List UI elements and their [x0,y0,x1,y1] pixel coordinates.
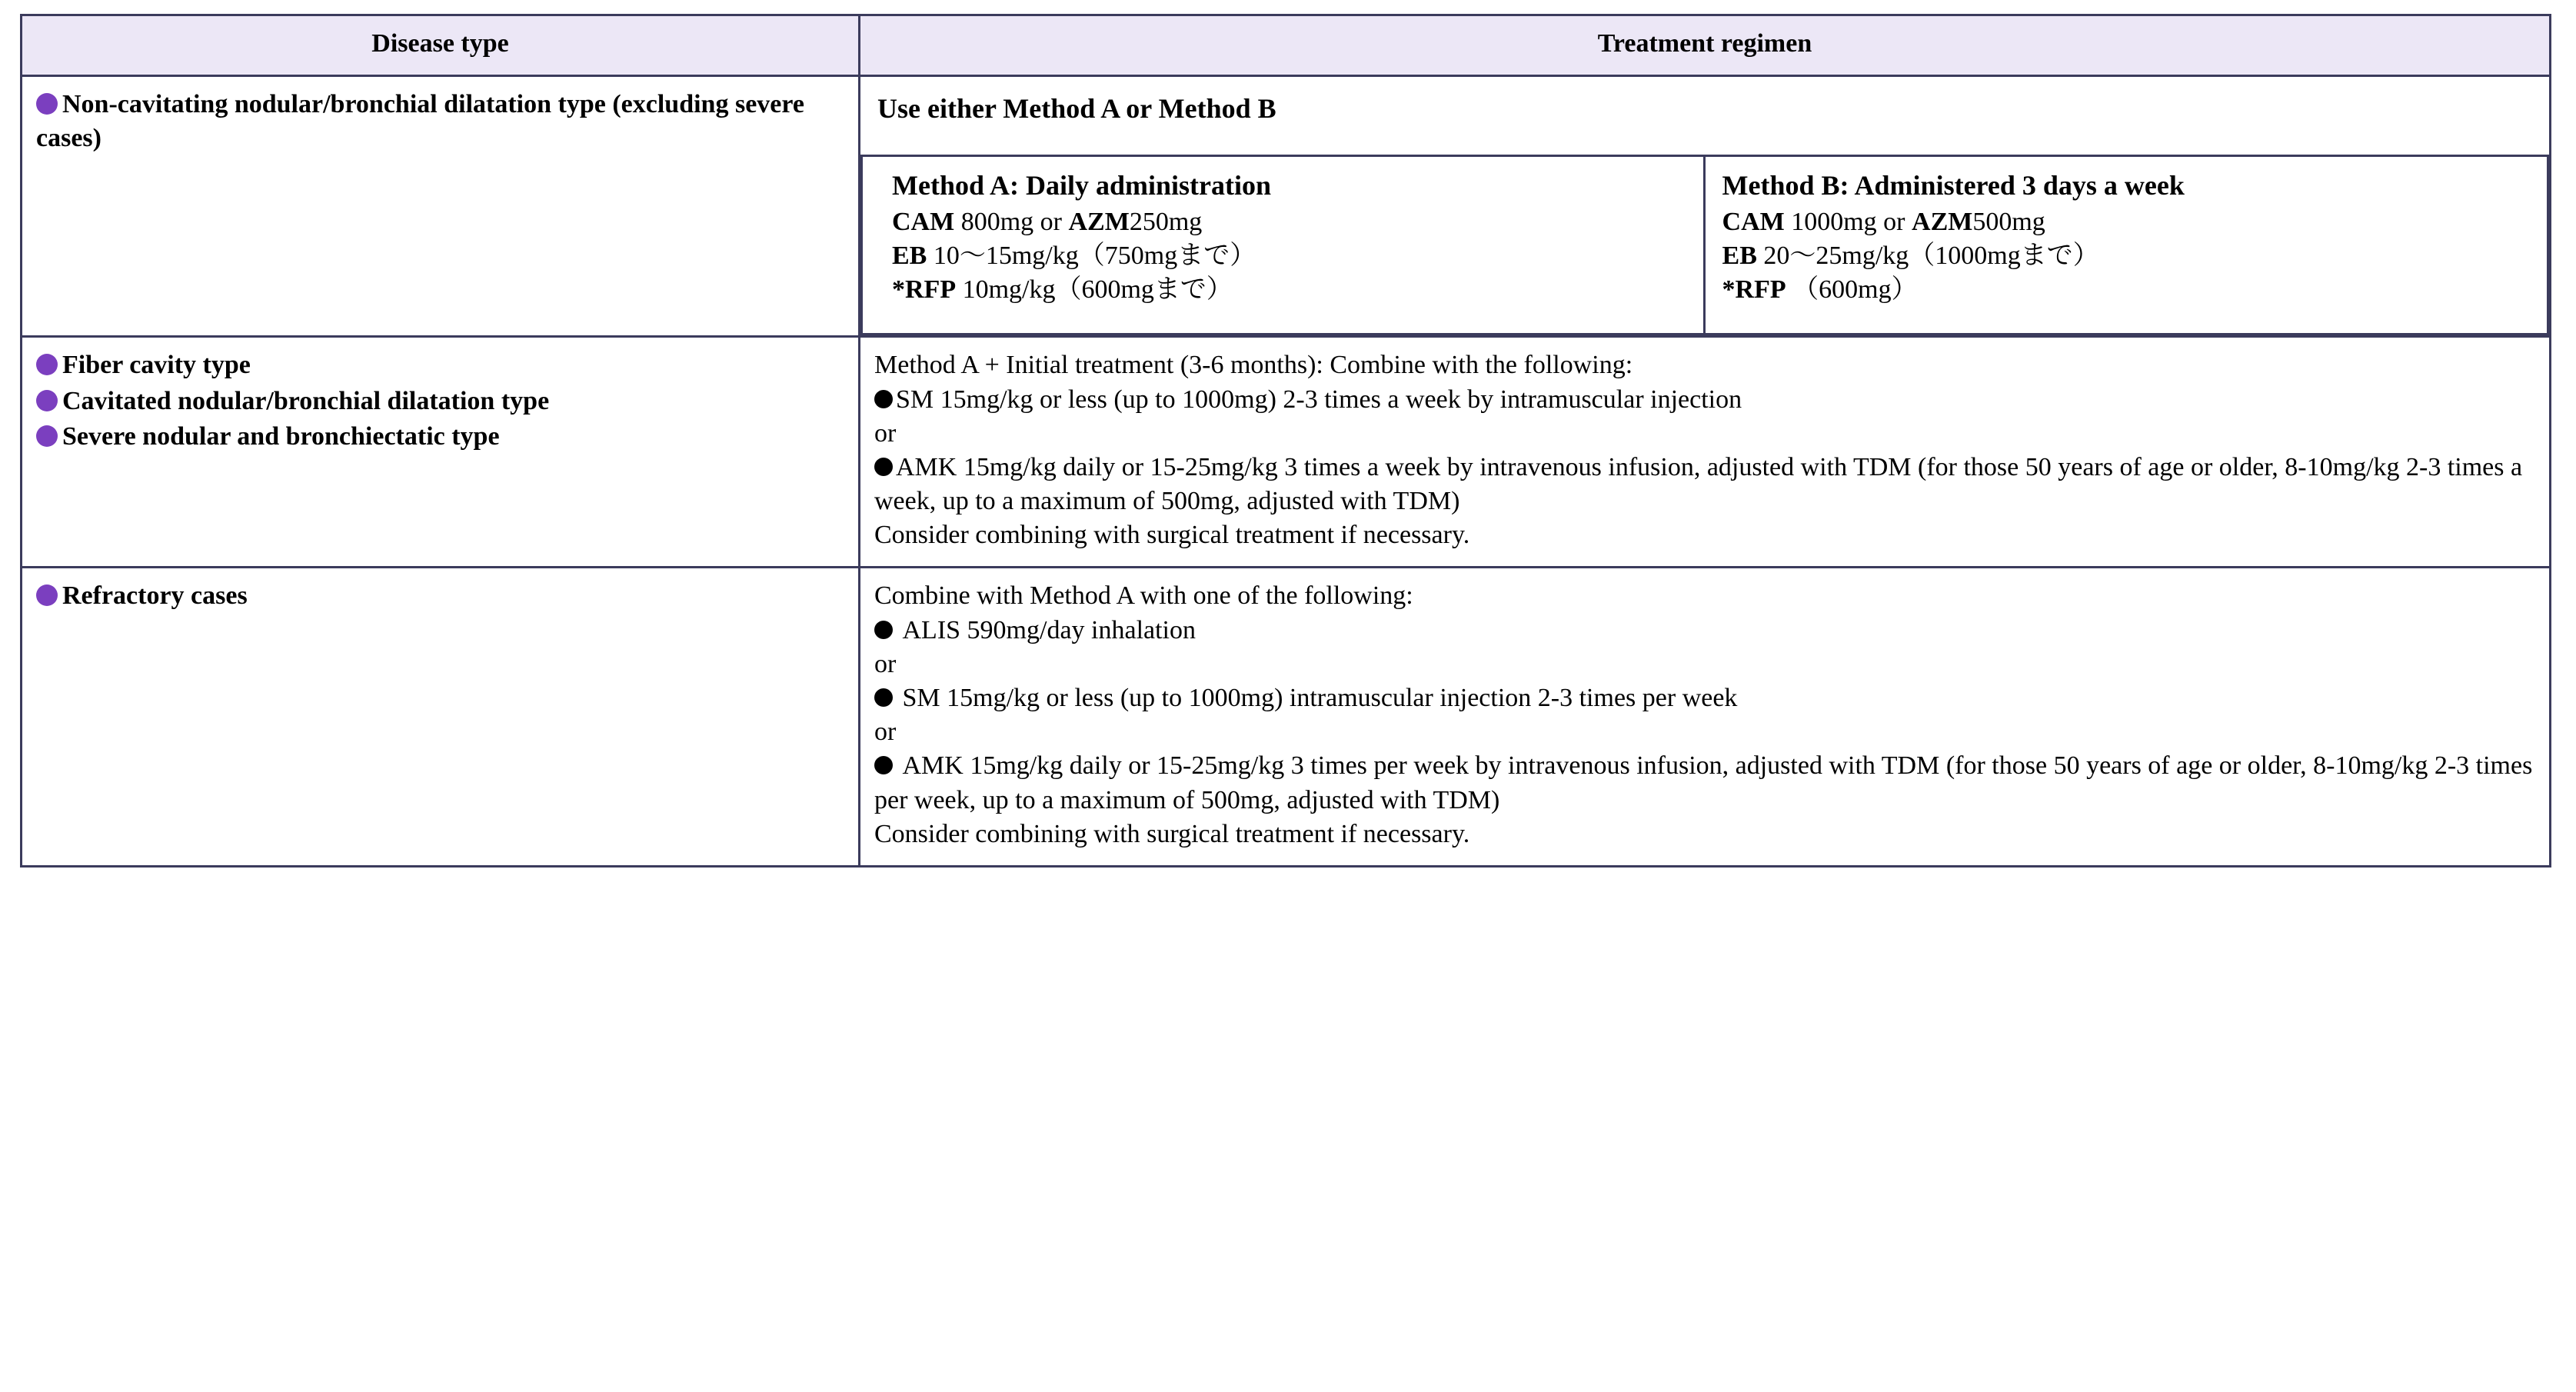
disease-label: Severe nodular and bronchiectatic type [62,421,500,451]
regimen-line-text: SM 15mg/kg or less (up to 1000mg) 2-3 times a week by intramuscular injection [896,385,1742,414]
disease-label: Fiber cavity type [62,351,251,380]
regimen-line [874,614,2535,648]
method-b-line-2: EB 20〜25mg/kg（1000mgまで） [1722,241,2099,270]
filled-circle-icon [874,688,893,707]
regimen-or: or [874,418,897,448]
bullet-icon [36,425,58,447]
disease-label: Refractory cases [62,581,248,611]
treatment-regimen-table [20,14,2551,868]
disease-entry [36,420,844,454]
filled-circle-icon [874,621,893,639]
use-either-block [860,77,2549,155]
method-a-line-3: *RFP 10mg/kg（600mgまで） [892,275,1233,305]
disease-entry [36,88,844,155]
bullet-icon [36,93,58,115]
table-header-row [22,15,2551,76]
header-disease-type: Disease type [22,15,860,76]
disease-label: Cavitated nodular/bronchial dilatation type [62,386,550,415]
method-b-cell [1704,155,2548,334]
regimen-or: or [874,718,897,747]
use-either-label: Use either Method A or Method B [877,93,1276,125]
table-row [22,568,2551,867]
bullet-icon [36,354,58,375]
regimen-line-text: AMK 15mg/kg daily or 15-25mg/kg 3 times per week by intravenous infusion, adjusted with TDM (for those 50 years of age or older, 8-10mg/kg 2-3 times per week, up to a maximum of 500mg, adjusted with TDM) [874,751,2533,814]
disease-entry [36,385,844,418]
filled-circle-icon [874,390,893,408]
methods-table [860,155,2549,335]
header-treatment-regimen: Treatment regimen [860,15,2551,76]
regimen-line [874,383,2535,417]
disease-entry [36,348,844,382]
table-row [22,337,2551,568]
regimen-line: Consider combining with surgical treatment if necessary. [874,521,1470,550]
method-a-cell [862,155,1705,334]
regimen-cell-cavity-types [860,337,2551,568]
regimen-line-text: SM 15mg/kg or less (up to 1000mg) intramuscular injection 2-3 times per week [902,684,1738,713]
method-b-line-1: CAM 1000mg or AZM500mg [1722,207,2045,236]
method-a-line-2: EB 10〜15mg/kg（750mgまで） [892,241,1256,270]
method-a-line-1: CAM 800mg or AZM250mg [892,207,1203,236]
regimen-line [874,451,2535,518]
table-row [22,76,2551,337]
regimen-line [874,749,2535,817]
regimen-line-text: AMK 15mg/kg daily or 15-25mg/kg 3 times a week by intravenous infusion, adjusted with TDM (for those 50 years of age or older, 8-10mg/kg 2-3 times a week, up to a maximum of 500mg, adjusted with TDM) [874,452,2523,516]
disease-label: Non-cavitating nodular/bronchial dilatation type (excluding severe cases) [36,90,804,153]
regimen-line-text: ALIS 590mg/day inhalation [902,615,1196,644]
disease-cell-refractory [22,568,860,867]
regimen-line: Consider combining with surgical treatment if necessary. [874,819,1470,848]
regimen-cell-refractory [860,568,2551,867]
disease-cell-cavity-types [22,337,860,568]
regimen-cell-methods [860,76,2551,337]
filled-circle-icon [874,756,893,774]
method-a-title: Method A: Daily administration [892,169,1272,201]
regimen-or: or [874,649,897,678]
bullet-icon [36,584,58,606]
regimen-line [874,681,2535,715]
disease-entry [36,579,844,613]
filled-circle-icon [874,458,893,476]
bullet-icon [36,390,58,411]
disease-cell-noncavitating [22,76,860,337]
method-b-line-3: *RFP （600mg） [1722,275,1918,305]
method-b-title: Method B: Administered 3 days a week [1722,169,2185,201]
regimen-line: Combine with Method A with one of the following: [874,581,1413,611]
regimen-line: Method A + Initial treatment (3-6 months): Combine with the following: [874,351,1633,380]
